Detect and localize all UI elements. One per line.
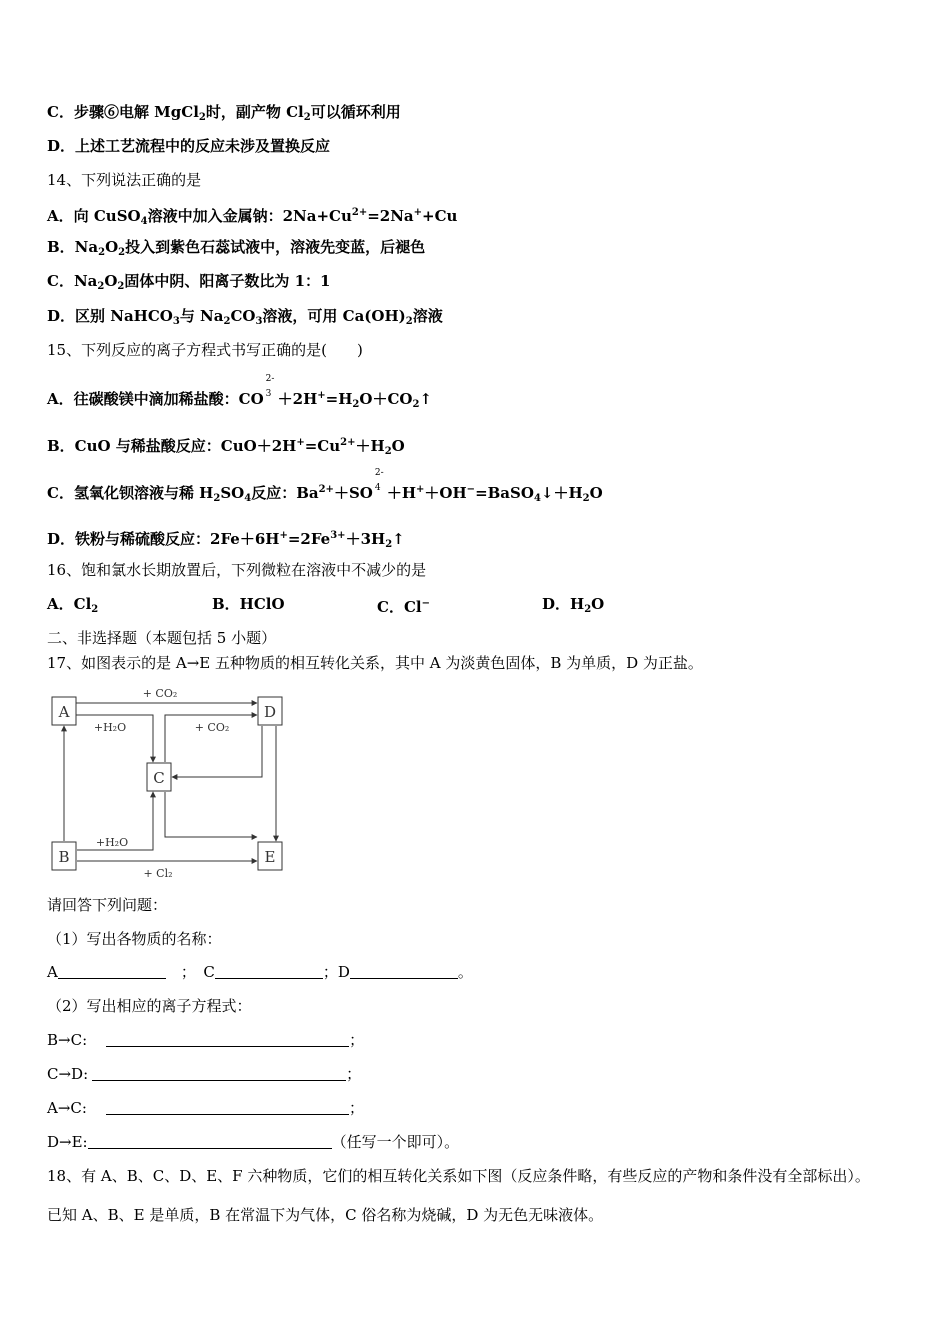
q15-option-b: B．CuO 与稀盐酸反应：$CuO+2H^+=Cu^{2+}+H_2O$	[47, 437, 405, 457]
q13-option-d: D．上述工艺流程中的反应未涉及置换反应	[47, 137, 331, 155]
answer-blank-cd[interactable]	[92, 1065, 346, 1081]
q18-known: 已知 A、B、E 是单质，B 在常温下为气体，C 俗名称为烧碱，D 为无色无味液体。	[47, 1206, 604, 1224]
label-a-c: +H₂O	[93, 721, 127, 734]
q14-stem: 14、下列说法正确的是	[47, 171, 202, 189]
q17-eq-de: D→E: （任写一个即可）。	[47, 1133, 460, 1151]
label-b-e: + Cl₂	[143, 867, 173, 880]
q17-stem: 17、如图表示的是 A→E 五种物质的相互转化关系，其中 A 为淡黄色固体，B 为单质，D 为正盐。	[47, 654, 703, 672]
answer-blank-c[interactable]	[215, 963, 323, 979]
node-c: C	[153, 769, 165, 787]
answer-blank-bc[interactable]	[106, 1031, 349, 1047]
q16-option-b: B．HClO	[212, 595, 285, 613]
q18-stem: 18、有 A、B、C、D、E、F 六种物质，它们的相互转化关系如下图（反应条件略，有些反应的产物和条件没有全部标出）。	[47, 1167, 870, 1185]
q15-stem: 15、下列反应的离子方程式书写正确的是( )	[47, 341, 363, 359]
node-e: E	[264, 848, 276, 866]
label-a-d: + CO₂	[142, 687, 178, 700]
section-heading: 二、非选择题（本题包括 5 小题）	[47, 629, 277, 647]
q14-option-b: B．$Na_2O_2$投入到紫色石蕊试液中，溶液先变蓝，后褪色	[47, 238, 426, 258]
node-a: A	[58, 703, 70, 721]
q17-eq-ac: A→C: ；	[47, 1099, 364, 1117]
q16-option-d: D．$H_2O$	[542, 595, 605, 615]
label-d-c: + CO₂	[194, 721, 230, 734]
q15-option-d: D．铁粉与稀硫酸反应：$2Fe+6H^+=2Fe^{3+}+3H_2↑$	[47, 530, 405, 550]
q16-stem: 16、饱和氯水长期放置后，下列微粒在溶液中不减少的是	[47, 561, 427, 579]
q17-diagram	[40, 680, 300, 885]
q16-option-a: A．$Cl_2$	[47, 595, 99, 615]
charge-stack: 2- 3	[265, 374, 275, 399]
answer-blank-ac[interactable]	[106, 1099, 349, 1115]
answer-blank-a[interactable]	[58, 963, 166, 979]
q16-option-c: C．Cl−	[377, 598, 430, 616]
node-b: B	[58, 848, 70, 866]
q17-eq-cd: C→D: ；	[47, 1065, 362, 1083]
q17-part1: （1）写出各物质的名称：	[47, 930, 222, 948]
q15-option-a: A．往碳酸镁中滴加稀盐酸：CO 2- 3 $+2H^+=H_2O+CO_2↑$	[47, 374, 433, 410]
q13-option-c: C．步骤⑥电解 MgCl$_2$时，副产物 $Cl_2$可以循环利用	[47, 103, 401, 123]
answer-blank-de[interactable]	[88, 1133, 332, 1149]
q15-option-c: C．氢氧化钡溶液与稀 $H_2SO_4$反应：$Ba^{2+}+SO$ 2- 4 $+H^++OH^-=BaSO_4↓+H_2O$	[47, 468, 603, 504]
answer-blank-d[interactable]	[350, 963, 458, 979]
q17-eq-bc: B→C: ；	[47, 1031, 365, 1049]
charge-stack: 2- 4	[374, 468, 384, 493]
q14-option-a: A．向 CuSO$_4$溶液中加入金属钠：$2Na+Cu^{2+}=2Na^++Cu$	[47, 207, 458, 227]
q17-names-row: A ； C ；D 。	[47, 963, 473, 981]
q14-option-d: D．区别 NaHCO$_3$与 $Na_2CO_3$溶液，可用 $Ca(OH)_2$溶液	[47, 307, 443, 327]
node-d: D	[263, 703, 277, 721]
q14-option-c: C．$Na_2O_2$固体中阴、阳离子数比为 1：1	[47, 272, 331, 292]
q17-prompt: 请回答下列问题：	[47, 896, 168, 914]
q17-part2: （2）写出相应的离子方程式：	[47, 997, 252, 1015]
label-b-c: +H₂O	[95, 836, 129, 849]
